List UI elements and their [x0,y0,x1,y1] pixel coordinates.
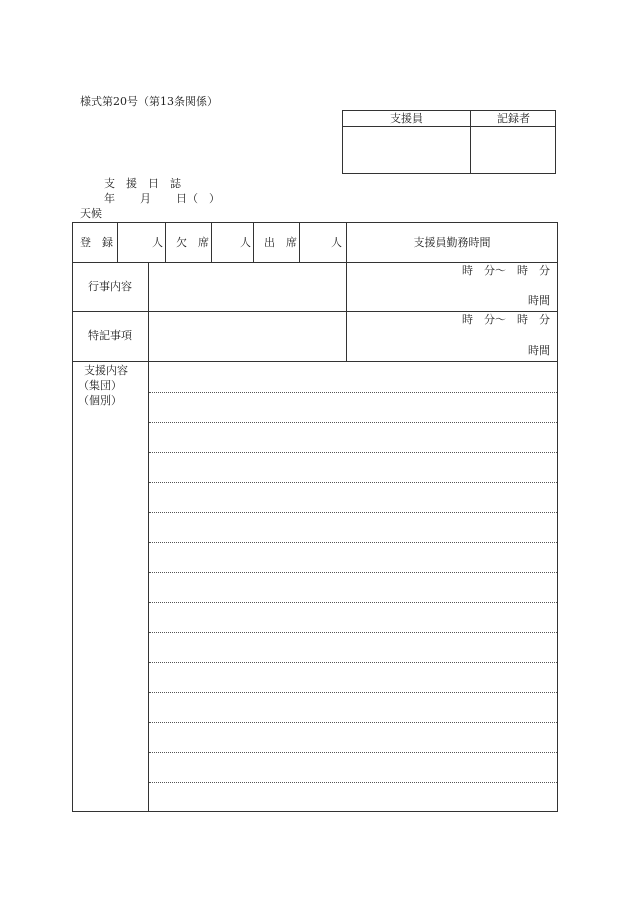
weather-label: 天候 [80,207,102,220]
date-day-label: 日（ ） [176,192,220,205]
absent-unit: 人 [240,236,251,249]
notes-time-range: 時 分～ 時 分 [462,313,550,326]
registered-label: 登 録 [80,236,113,249]
absent-label: 欠 席 [176,236,209,249]
registered-count-field[interactable] [119,224,151,260]
writing-line [149,482,557,483]
writing-line [149,452,557,453]
support-label-line2: （集団） [78,379,122,392]
writing-line [149,392,557,393]
support-label-line3: （個別） [78,394,122,407]
writing-line [149,602,557,603]
form-number: 様式第20号（第13条関係） [80,95,218,108]
present-count-field[interactable] [301,224,329,260]
recorder-signature-field[interactable] [473,129,554,171]
signoff-box [342,110,556,174]
writing-line [149,782,557,783]
notes-content-field[interactable] [150,313,344,359]
work-hours-header: 支援員勤務時間 [413,236,491,249]
events-hours-unit: 時間 [528,294,550,307]
writing-line [149,632,557,633]
absent-count-field[interactable] [213,224,238,260]
registered-unit: 人 [152,236,163,249]
supporter-signature-field[interactable] [345,129,468,171]
date-year-label: 年 [104,192,115,205]
notes-label: 特記事項 [88,329,132,342]
support-content-area[interactable] [150,363,556,810]
writing-line [149,662,557,663]
writing-line [149,752,557,753]
present-label: 出 席 [264,236,297,249]
present-unit: 人 [331,236,342,249]
date-month-label: 月 [140,192,151,205]
events-label: 行事内容 [88,280,132,293]
writing-line [149,572,557,573]
writing-line [149,422,557,423]
writing-line [149,692,557,693]
writing-line [149,542,557,543]
events-time-range: 時 分～ 時 分 [462,264,550,277]
events-content-field[interactable] [150,264,344,309]
recorder-label: 記録者 [497,112,530,125]
writing-line [149,722,557,723]
support-label-line1: 支援内容 [84,364,128,377]
notes-hours-unit: 時間 [528,344,550,357]
supporter-label: 支援員 [390,112,423,125]
writing-line [149,512,557,513]
page-title: 支 援 日 誌 [104,177,181,190]
